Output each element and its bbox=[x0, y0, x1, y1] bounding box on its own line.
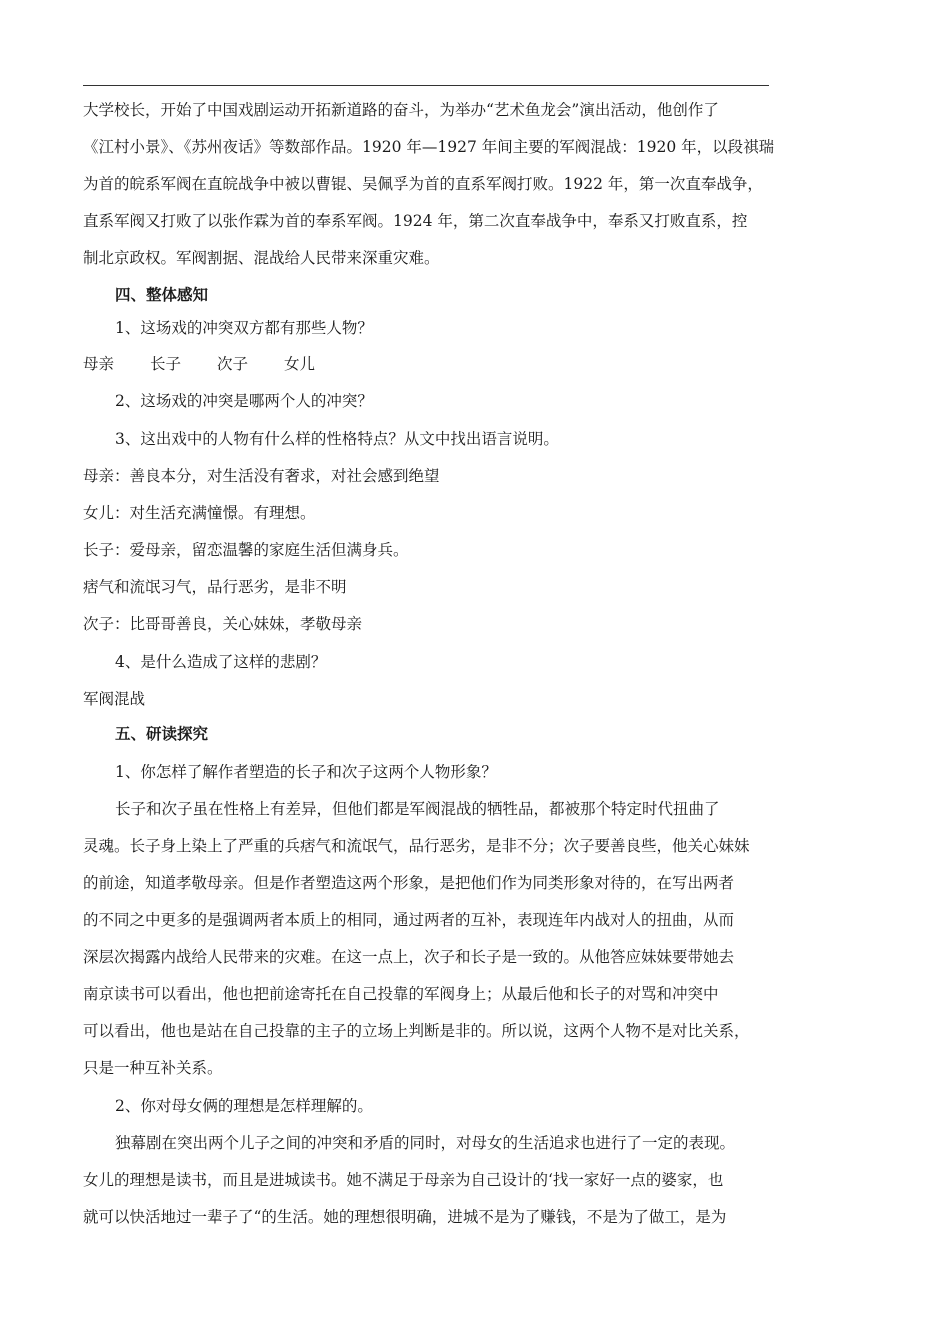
section-4-answer-4: 军阀混战 bbox=[83, 690, 146, 708]
trait-elder-son-continued: 痞气和流氓习气，品行恶劣，是非不明 bbox=[83, 578, 347, 596]
trait-elder-son: 长子：爱母亲，留恋温馨的家庭生活但满身兵。 bbox=[83, 541, 409, 559]
answer-1-line-5: 深层次揭露内战给人民带来的灾难。在这一点上，次子和长子是一致的。从他答应妹妹要带她去 bbox=[83, 948, 735, 966]
answer-1-line-8: 只是一种互补关系。 bbox=[83, 1059, 223, 1077]
trait-younger-son: 次子：比哥哥善良，关心妹妹，孝敬母亲 bbox=[83, 615, 363, 633]
section-4-question-2: 2、这场戏的冲突是哪两个人的冲突？ bbox=[115, 392, 373, 410]
section-5-question-2: 2、你对母女俩的理想是怎样理解的。 bbox=[115, 1097, 373, 1115]
section-4-question-4: 4、是什么造成了这样的悲剧？ bbox=[115, 653, 327, 671]
answer-1-line-7: 可以看出，他也是站在自己投靠的主子的立场上判断是非的。所以说，这两个人物不是对比关系， bbox=[83, 1022, 750, 1040]
answer-2-line-1: 独幕剧在突出两个儿子之间的冲突和矛盾的同时，对母女的生活追求也进行了一定的表现。 bbox=[115, 1134, 736, 1152]
intro-line-1: 大学校长，开始了中国戏剧运动开拓新道路的奋斗，为举办“艺术鱼龙会”演出活动，他创作了 bbox=[83, 101, 719, 119]
answer-1-line-1: 长子和次子虽在性格上有差异，但他们都是军阀混战的牺牲品，都被那个特定时代扭曲了 bbox=[115, 800, 720, 818]
character-daughter: 女儿 bbox=[284, 355, 316, 373]
section-4-heading: 四、整体感知 bbox=[115, 285, 209, 304]
trait-daughter: 女儿：对生活充满憧憬。有理想。 bbox=[83, 504, 316, 522]
answer-1-line-4: 的不同之中更多的是强调两者本质上的相同，通过两者的互补，表现连年内战对人的扭曲，从而 bbox=[83, 911, 735, 929]
answer-2-line-2: 女儿的理想是读书，而且是进城读书。她不满足于母亲为自己设计的‘找一家好一点的婆家，也 bbox=[83, 1171, 724, 1189]
section-4-question-1: 1、这场戏的冲突双方都有那些人物？ bbox=[115, 319, 373, 337]
section-4-question-3: 3、这出戏中的人物有什么样的性格特点？从文中找出语言说明。 bbox=[115, 430, 559, 448]
character-list bbox=[83, 354, 783, 374]
intro-line-5: 制北京政权。军阀割据、混战给人民带来深重灾难。 bbox=[83, 249, 440, 267]
answer-2-line-3: 就可以快活地过一辈子了“的生活。她的理想很明确，进城不是为了赚钱，不是为了做工，是为 bbox=[83, 1208, 727, 1226]
character-elder-son: 长子 bbox=[150, 355, 182, 373]
section-5-heading: 五、研读探究 bbox=[115, 724, 209, 743]
answer-1-line-3: 的前途，知道孝敬母亲。但是作者塑造这两个形象，是把他们作为同类形象对待的，在写出两者 bbox=[83, 874, 735, 892]
intro-line-4: 直系军阀又打败了以张作霖为首的奉系军阀。1924 年，第二次直奉战争中，奉系又打败直系，控 bbox=[83, 212, 748, 230]
answer-1-line-2: 灵魂。长子身上染上了严重的兵痞气和流氓气，品行恶劣，是非不分；次子要善良些，他关心妹妹 bbox=[83, 837, 750, 855]
intro-line-2: 《江村小景》、《苏州夜话》等数部作品。1920 年—1927 年间主要的军阀混战：1920 年，以段祺瑞 bbox=[83, 138, 775, 156]
character-younger-son: 次子 bbox=[217, 355, 249, 373]
trait-mother: 母亲：善良本分，对生活没有奢求，对社会感到绝望 bbox=[83, 467, 440, 485]
section-5-question-1: 1、你怎样了解作者塑造的长子和次子这两个人物形象？ bbox=[115, 763, 497, 781]
answer-1-line-6: 南京读书可以看出，他也把前途寄托在自己投靠的军阀身上；从最后他和长子的对骂和冲突中 bbox=[83, 985, 719, 1003]
header-rule bbox=[83, 85, 769, 86]
character-mother: 母亲 bbox=[83, 355, 115, 373]
intro-line-3: 为首的皖系军阀在直皖战争中被以曹锟、吴佩孚为首的直系军阀打败。1922 年，第一次直奉战争， bbox=[83, 175, 763, 193]
